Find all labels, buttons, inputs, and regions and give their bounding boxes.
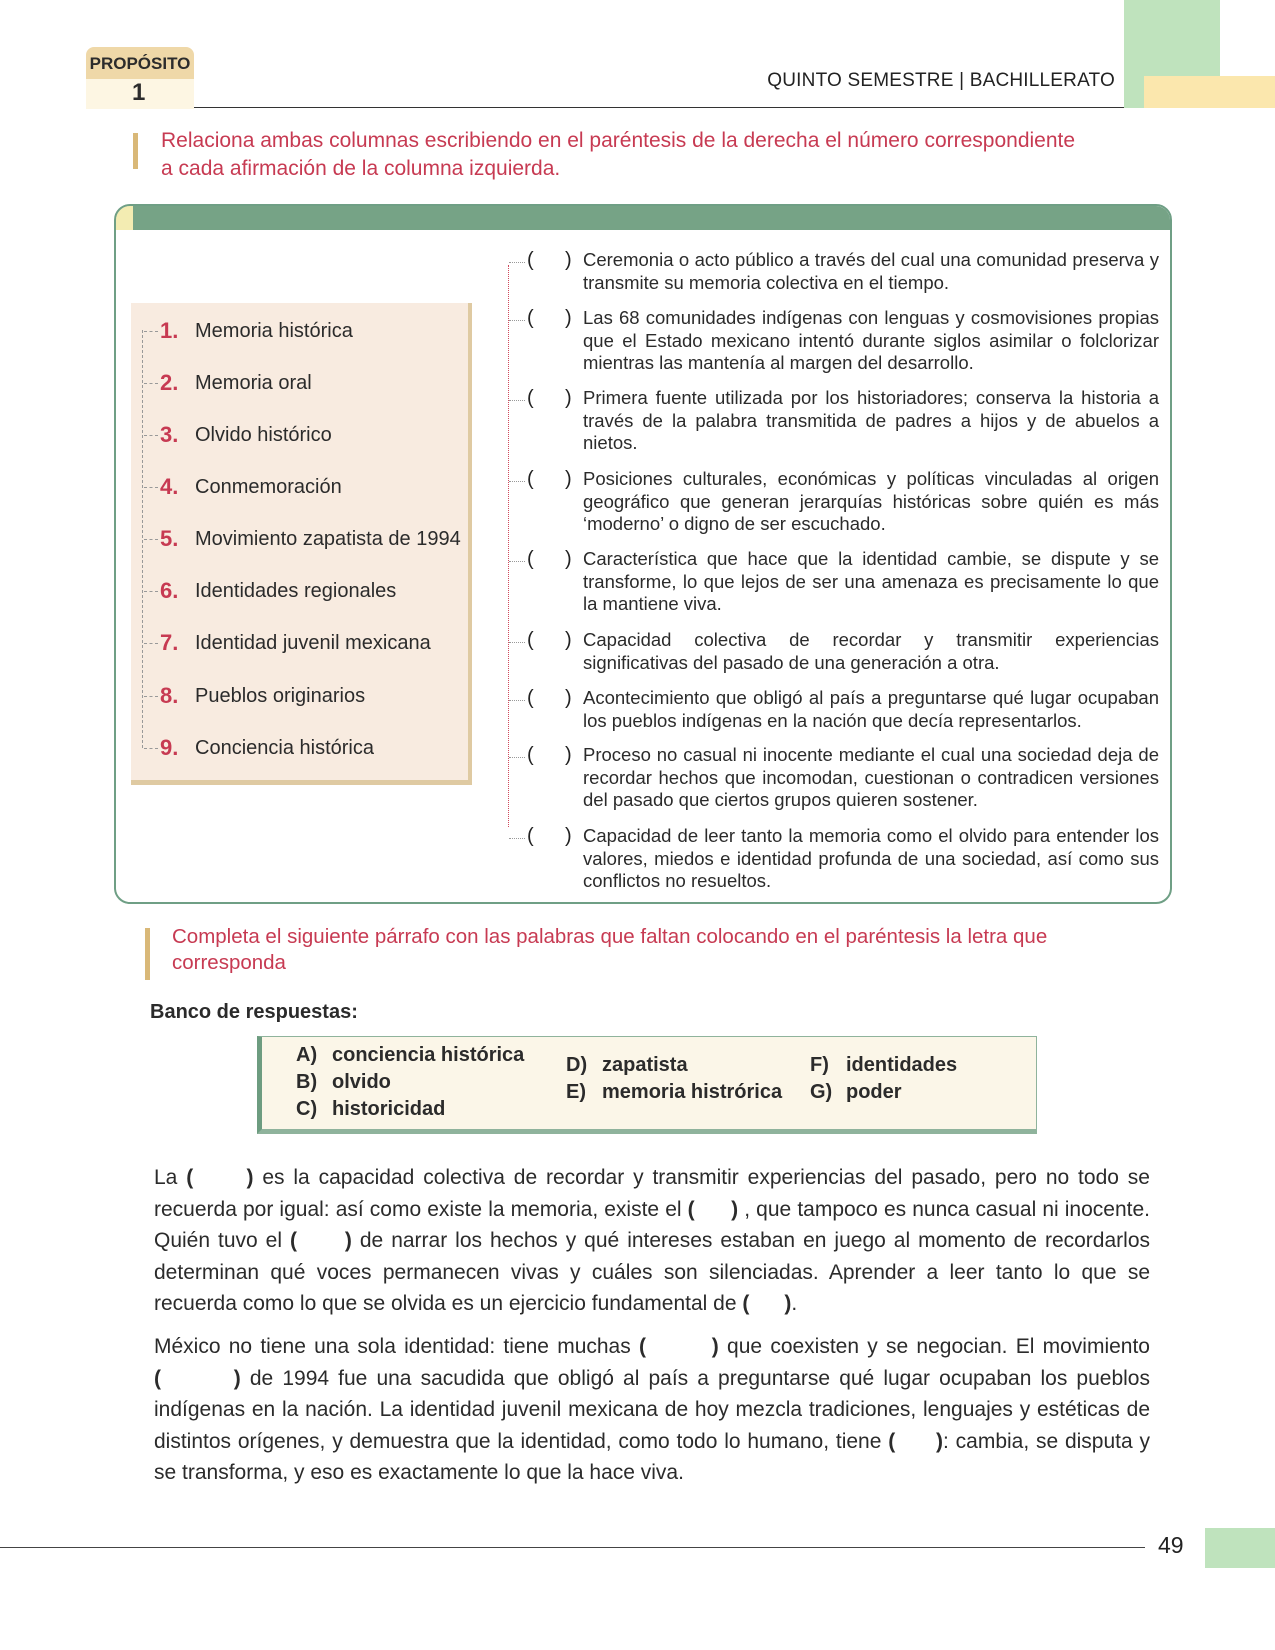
answer-bank-letter: B) xyxy=(296,1071,318,1093)
connector-tick xyxy=(509,262,525,263)
left-item xyxy=(144,420,332,450)
answer-bank-letter: F) xyxy=(810,1054,829,1076)
purpose-number: 1 xyxy=(86,79,194,109)
instruction-2 xyxy=(172,924,1047,976)
answer-blank[interactable]: ( ) xyxy=(638,1335,719,1358)
instruction-2-line-2: corresponda xyxy=(172,951,286,974)
footer-divider xyxy=(0,1547,1145,1548)
purpose-label: PROPÓSITO xyxy=(86,47,194,79)
answer-blank[interactable]: ( ) xyxy=(687,1197,739,1221)
answer-bank-letter: G) xyxy=(810,1081,833,1103)
paragraph-text: de 1994 fue una sacudida que obligó al país a preguntarse qué lugar ocupaban los pueblos indígenas en la nación. La identidad juvenil mexicana de hoy mezcla tradiciones, lenguajes y estéticas de distintos orígenes, y demuestra que la identidad, como todo lo humano, tiene xyxy=(154,1366,1150,1453)
answer-paren-close[interactable]: ) xyxy=(565,744,572,766)
answer-bank-word: zapatista xyxy=(602,1054,688,1076)
corner-decoration-yellow xyxy=(1144,76,1275,108)
left-item xyxy=(144,368,312,398)
answer-bank-item xyxy=(566,1054,688,1077)
paragraph-text: es la capacidad colectiva de recordar y transmitir experiencias del pasado, pero no todo se recuerda por igual: así como existe la memoria, existe el xyxy=(154,1166,1150,1221)
answer-paren-close[interactable]: ) xyxy=(565,387,572,409)
answer-bank-word: memoria histrórica xyxy=(602,1081,783,1103)
paragraph-text: México no tiene una sola identidad: tiene muchas xyxy=(154,1335,639,1358)
answer-paren-close[interactable]: ) xyxy=(565,629,572,651)
left-item-label: Pueblos originarios xyxy=(195,684,366,707)
left-item-label: Movimiento zapatista de 1994 xyxy=(195,527,461,550)
left-item-label: Identidades regionales xyxy=(195,579,397,602)
left-item xyxy=(144,628,431,658)
connector-tick xyxy=(144,748,158,749)
answer-bank-title: Banco de respuestas: xyxy=(150,1001,358,1023)
answer-bank-letter: E) xyxy=(566,1081,586,1103)
left-item-number: 9. xyxy=(160,735,179,760)
answer-paren-open[interactable]: ( xyxy=(527,744,534,766)
instruction-bar xyxy=(133,133,138,169)
instruction-2-line-1: Completa el siguiente párrafo con las palabras que faltan colocando en el paréntesis la letra que xyxy=(172,925,1048,948)
answer-paren-open[interactable]: ( xyxy=(527,468,534,490)
answer-bank-item xyxy=(810,1054,957,1077)
right-item-text: Característica que hace que la identidad cambie, se dispute y se transforme, lo que lejos de ser una amenaza es precisamente lo que la mantiene viva. xyxy=(583,548,1159,614)
answer-blank[interactable]: ( ) xyxy=(154,1366,241,1390)
left-item-label: Identidad juvenil mexicana xyxy=(195,631,431,654)
connector-tick xyxy=(144,643,158,644)
connector-tick xyxy=(144,696,158,697)
left-item-label: Olvido histórico xyxy=(195,423,332,446)
left-item xyxy=(144,524,461,554)
connector-tick xyxy=(509,481,525,482)
right-item-text: Primera fuente utilizada por los historiadores; conserva la historia a través de la palabra transmitida de padres a hijos y de abuelos a nietos. xyxy=(583,387,1159,453)
answer-bank-item xyxy=(296,1044,524,1067)
instruction-1 xyxy=(161,127,1075,183)
right-item-text: Acontecimiento que obligó al país a preguntarse qué lugar ocupaban los pueblos indígenas en la nación que decía representarlos. xyxy=(583,687,1159,731)
right-item-text: Capacidad colectiva de recordar y transmitir experiencias significativas del pasado de una generación a otra. xyxy=(583,629,1159,673)
connector-tick xyxy=(144,383,158,384)
connector-tick xyxy=(144,435,158,436)
left-item-label: Memoria oral xyxy=(195,371,312,394)
answer-paren-open[interactable]: ( xyxy=(527,249,534,271)
answer-bank-letter: C) xyxy=(296,1098,318,1120)
paragraph-text: : cambia, se disputa y se transforma, y eso es exactamente lo que la hace viva. xyxy=(154,1429,1150,1484)
connector-tick xyxy=(509,642,525,643)
connector-tick xyxy=(509,320,525,321)
paragraph-1 xyxy=(154,1162,1150,1320)
left-item xyxy=(144,316,353,346)
left-item-number: 7. xyxy=(160,630,179,655)
connector-tick xyxy=(509,400,525,401)
connector-tick xyxy=(509,700,525,701)
paragraph-text: , que tampoco es nunca casual ni inocente. Quién tuvo el xyxy=(154,1197,1150,1252)
left-item-number: 6. xyxy=(160,578,179,603)
answer-bank-word: olvido xyxy=(332,1071,391,1093)
answer-blank[interactable]: ( ) xyxy=(290,1229,352,1252)
purpose-tab xyxy=(86,47,194,109)
right-item-text: Proceso no casual ni inocente mediante el cual una sociedad deja de recordar hechos que incomodan, cuestionan o contradicen versiones del pasado que ciertos grupos quieren sostener. xyxy=(583,744,1159,810)
answer-paren-open[interactable]: ( xyxy=(527,387,534,409)
instruction-1-line-2: a cada afirmación de la columna izquierda. xyxy=(161,157,561,180)
connector-tick xyxy=(509,757,525,758)
matching-box-header-tab xyxy=(116,206,133,230)
left-item-number: 3. xyxy=(160,422,179,447)
answer-bank-word: poder xyxy=(846,1081,902,1103)
left-item-number: 4. xyxy=(160,474,179,499)
left-item-label: Conciencia histórica xyxy=(195,736,374,759)
answer-paren-close[interactable]: ) xyxy=(565,307,572,329)
instruction-bar xyxy=(145,928,150,980)
answer-bank-letter: D) xyxy=(566,1054,588,1076)
left-item-number: 1. xyxy=(160,318,179,343)
page-number: 49 xyxy=(1158,1532,1184,1558)
connector-tick xyxy=(144,487,158,488)
instruction-1-line-1: Relaciona ambas columnas escribiendo en el paréntesis de la derecha el número correspondiente xyxy=(161,129,1076,152)
right-column-connector xyxy=(508,265,510,827)
left-item xyxy=(144,472,342,502)
connector-tick xyxy=(144,591,158,592)
answer-paren-close[interactable]: ) xyxy=(565,548,572,570)
header-divider xyxy=(194,107,1124,108)
left-item-number: 8. xyxy=(160,683,179,708)
answer-paren-open[interactable]: ( xyxy=(527,307,534,329)
left-item xyxy=(144,576,396,606)
semester-label: QUINTO SEMESTRE | BACHILLERATO xyxy=(767,70,1115,91)
paragraph-text: . xyxy=(791,1292,798,1315)
answer-blank[interactable]: ( ) xyxy=(742,1292,792,1315)
answer-bank-word: conciencia histórica xyxy=(332,1044,525,1066)
connector-tick xyxy=(509,561,525,562)
answer-blank[interactable]: ( ) xyxy=(888,1429,944,1453)
left-item xyxy=(144,681,365,711)
answer-bank-letter: A) xyxy=(296,1044,318,1066)
answer-bank-item xyxy=(296,1071,391,1094)
connector-tick xyxy=(509,838,525,839)
left-item-label: Memoria histórica xyxy=(195,319,353,342)
answer-bank-item xyxy=(566,1081,782,1104)
paragraph-2 xyxy=(154,1331,1150,1489)
right-item-text: Posiciones culturales, económicas y políticas vinculadas al origen geográfico que generan jerarquías históricas sobre quién es más ‘moderno’ o digno de ser escuchado. xyxy=(583,468,1159,534)
footer-decoration-green xyxy=(1205,1528,1275,1568)
answer-paren-open[interactable]: ( xyxy=(527,548,534,570)
left-item-label: Conmemoración xyxy=(195,475,342,498)
answer-bank-item xyxy=(810,1081,902,1104)
right-item-text: Ceremonia o acto público a través del cual una comunidad preserva y transmite su memoria colectiva en el tiempo. xyxy=(583,249,1159,293)
answer-paren-open[interactable]: ( xyxy=(527,629,534,651)
answer-bank-word: historicidad xyxy=(332,1098,446,1120)
left-item-number: 2. xyxy=(160,370,179,395)
answer-bank-word: identidades xyxy=(846,1054,958,1076)
left-item-number: 5. xyxy=(160,526,179,551)
right-item-text: Capacidad de leer tanto la memoria como el olvido para entender los valores, miedos e identidad profunda de una sociedad, así como sus conflictos no resueltos. xyxy=(583,825,1159,891)
paragraph-text: La xyxy=(154,1166,187,1189)
connector-tick xyxy=(144,539,158,540)
answer-blank[interactable]: ( ) xyxy=(186,1166,254,1189)
paragraph-text: de narrar los hechos y qué intereses estaban en juego al momento de recordarlos determinan qué voces permanecen vivas y cuáles son silenciadas. Aprender a leer tanto lo que se recuerda como lo que se olvida es un ejercicio fundamental de xyxy=(154,1229,1150,1315)
paragraph-text: que coexisten y se negocian. El movimiento xyxy=(718,1335,1150,1358)
right-item-text: Las 68 comunidades indígenas con lenguas y cosmovisiones propias que el Estado mexicano intentó durante siglos asimilar o folclorizar mientras las mantenía al margen del desarrollo. xyxy=(583,307,1159,373)
answer-paren-close[interactable]: ) xyxy=(565,687,572,709)
answer-paren-close[interactable]: ) xyxy=(565,825,572,847)
left-item xyxy=(144,733,374,763)
answer-paren-open[interactable]: ( xyxy=(527,825,534,847)
answer-bank-item xyxy=(296,1098,445,1121)
answer-paren-close[interactable]: ) xyxy=(565,249,572,271)
connector-tick xyxy=(144,331,158,332)
matching-box-header xyxy=(116,206,1170,230)
answer-paren-open[interactable]: ( xyxy=(527,687,534,709)
answer-paren-close[interactable]: ) xyxy=(565,468,572,490)
